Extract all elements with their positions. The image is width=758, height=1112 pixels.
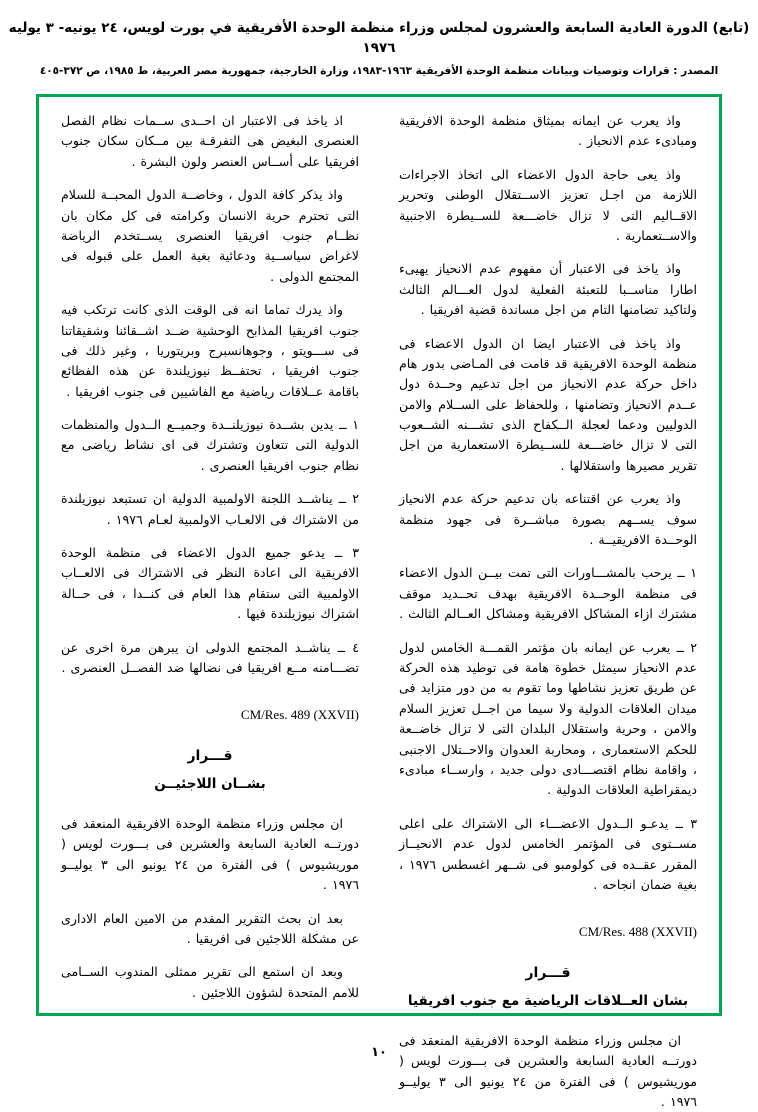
numbered-item: ٢ ــ يعرب عن ايمانه بان مؤتمر القمـــة الخامس لدول عدم الانحياز سيمثل خطوة هامة فى توطيد هذه الحركة عن طريق تعزيز نشاطها وما تقوم به من دور متزايد فى ميدان العلاقات الدولية ولا سيما من اجــل تعزيز السلام والامن ، وحرية واستقلال البلدان التى لا تزال خاضــعة للحكم الاستعمارى ، ومحاربة العدوان والاحــتلال الاجنبى ، واقامة نظام اقتصـــادى دولى جديد ، وارســاء مبادىء ديمقراطية العلاقات الدولية . [399,639,697,798]
paragraph: واذ يدرك تماما انه فى الوقت الذى كانت ترتكب فيه جنوب افريقيا المذابح الوحشية ضــد اشــقائنا وشقيقاتنا فى ســـويتو ، وجوهانسبرج وبريتوريا ، وغير ذلك فى جنوب افريقيا ، تحتفــظ نيوزيلندة عن هذه الفظائع باقامة عــلاقات رياضية مع الفاشيين فى جنوب افريقيا . [61,302,359,399]
resolution-subject: بشان العــلاقات الرياضية مع جنوب افريقيا [407,993,689,1009]
paragraph: واذ يعى حاجة الدول الاعضاء الى اتخاذ الاجراءات اللازمة من اجـل تعزيز الاســتقلال الوطنى وتحرير الاقــاليم التى لا تزال خاضـــعة للســيطرة الاجنبية والاســتعمارية . [399,166,697,243]
paragraph: واذ يعرب عن اقتناعه بان تدعيم حركة عدم الانحياز سوف يســهم بصورة مباشــرة فى جهود منظمة الوحــدة الافريقيــة . [399,491,697,548]
paragraph: واذ ياخذ فى الاعتبار أن مفهوم عدم الانحياز يهيىء اطارا مناســبا للتعبئة الفعلية لدول العـــالم الثالث ولتاكيد تضامنها التام من اجل مساندة قضية افريقيا . [399,261,697,318]
running-head: (تابع) الدورة العادية السابعة والعشرون لمجلس وزراء منظمة الوحدة الأفريقية في بورت لويس، ٢٤ يونيه- ٣ يوليه ١٩٧٦ [8,20,750,57]
source-line: المصدر : قرارات وتوصيات وبيانات منظمة الوحدة الأفريقية ١٩٦٣-١٩٨٣، وزارة الخارجية، جمهورية مصر العربية، ط ١٩٨٥، ص ٣٧٢-٤٠٥ [39,64,719,77]
paragraph: ان مجلس وزراء منظمة الوحدة الافريقية المنعقد فى دورتــه العادية السابعة والعشرين فى بـــورت لويس ( موريشيوس ) فى الفترة من ٢٤ يونيو الى ٣ يوليــو ١٩٧٦ . [399,1032,697,1110]
numbered-item: ١ ــ يدين بشــدة نيوزيلنــدة وجميــع الــدول والمنظمات الدولية التى تتعاون وتشترك فى اى نشاط رياضى مع نظام جنوب افريقيا العنصرى . [61,417,359,473]
paragraph: واذ يعرب عن ايمانه بميثاق منظمة الوحدة الافريقية ومبادىء عدم الانحياز . [399,113,697,149]
resolution-subject: بشــان اللاجئيــن [154,776,266,793]
resolution-heading: قـــرار [187,748,233,765]
numbered-item: ٣ ــ يدعو جميع الدول الاعضاء فى منظمة الوحدة الافريقية الى اعادة النظر فى الاشتراك فى الالعــاب الاولمبية التى ستقام هذا العام فى كنــدا ، فى حــالة اشتراك نيوزيلندة فيها . [61,545,359,622]
paragraph: ان مجلس وزراء منظمة الوحدة الافريقية المنعقد فى دورتــه العادية السابعة والعشرين فى بـــورت لويس ( موريشيوس ) فى الفترة من ٢٤ يونيو الى ٣ يوليــو ١٩٧٦ . [61,815,359,893]
paragraph: واذ يذكر كافة الدول ، وخاصــة الدول المحبــة للسلام التى تحترم حرية الانسان وكرامته فى كل مكان بان نظــام جنوب افريقيا العنصرى يســتخدم الرياضة لاغراض سياســية ودعائية بغية العمل على قبوله فى المجتمع الدولى . [61,187,359,284]
paragraph: اذ ياخذ فى الاعتبار ان احــدى ســمات نظام الفصل العنصرى البغيض هى التفرقـة بين مــكان سكان جنوب افريقيا على أســاس العنصر ولون البشرة . [61,113,359,169]
resolution-id: CM/Res. 488 (XXVII) [578,924,697,940]
numbered-item: ١ ــ يرحب بالمشـــاورات التى تمت بيــن الدول الاعضاء فى منظمة الوحــدة الافريقية بهدف تحــديد موقف مشترك ازاء المشاكل الافريقية ومشاكل العــالم الثالث . [399,565,697,622]
paragraph: بعد ان بحث التقرير المقدم من الامين العام الادارى عن مشكلة اللاجئين فى افريقيا . [61,910,359,946]
paragraph: واذ ياخذ فى الاعتبار ايضا ان الدول الاعضاء فى منظمة الوحدة الافريقية قد قامت فى المـاضى بدور هام داخل حركة عدم الانحياز من اجل تدعيم وحــدة دول عــدم الانحياز وتضامنها ، وللحفاظ على الســلام والامن الدوليين ودعما لعجلة الــكفاح الذى تشـــنه الشــعوب التى لا تزال خاضـــعة للســيطرة الاستعمارية من اجل تقرير مصيرها واستقلالها . [399,335,697,473]
resolution-heading: قـــرار [525,965,571,982]
page-header [0,0,758,77]
resolution-id: CM/Res. 489 (XXVII) [240,707,359,723]
paragraph: وبعد ان استمع الى تقرير ممثلى المندوب الســامى للامم المتحدة لشؤون اللاجئين . [61,964,359,1000]
numbered-item: ٣ ــ يدعـو الــدول الاعضـــاء الى الاشتراك على اعلى مســتوى فى المؤتمر الخامس لدول عدم الانحيــاز المقرر عقــده فى كولومبو فى شــهر اغسطس ١٩٧٦ ، بغية ضمان انجاحه . [399,815,697,892]
column-left [53,111,379,1003]
numbered-item: ٤ ــ يناشــد المجتمع الدولى ان يبرهن مرة اخرى عن تضـــامنه مــع افريقيا فى نضالها ضد الفصــل العنصرى . [61,639,359,675]
numbered-item: ٢ ــ يناشــد اللجنة الاولمبية الدولية ان تستبعد نيوزيلندة من الاشتراك فى الالعـاب الاولمبية لعـام ١٩٧٦ . [61,491,359,527]
page-number: ١٠ [371,1045,387,1060]
